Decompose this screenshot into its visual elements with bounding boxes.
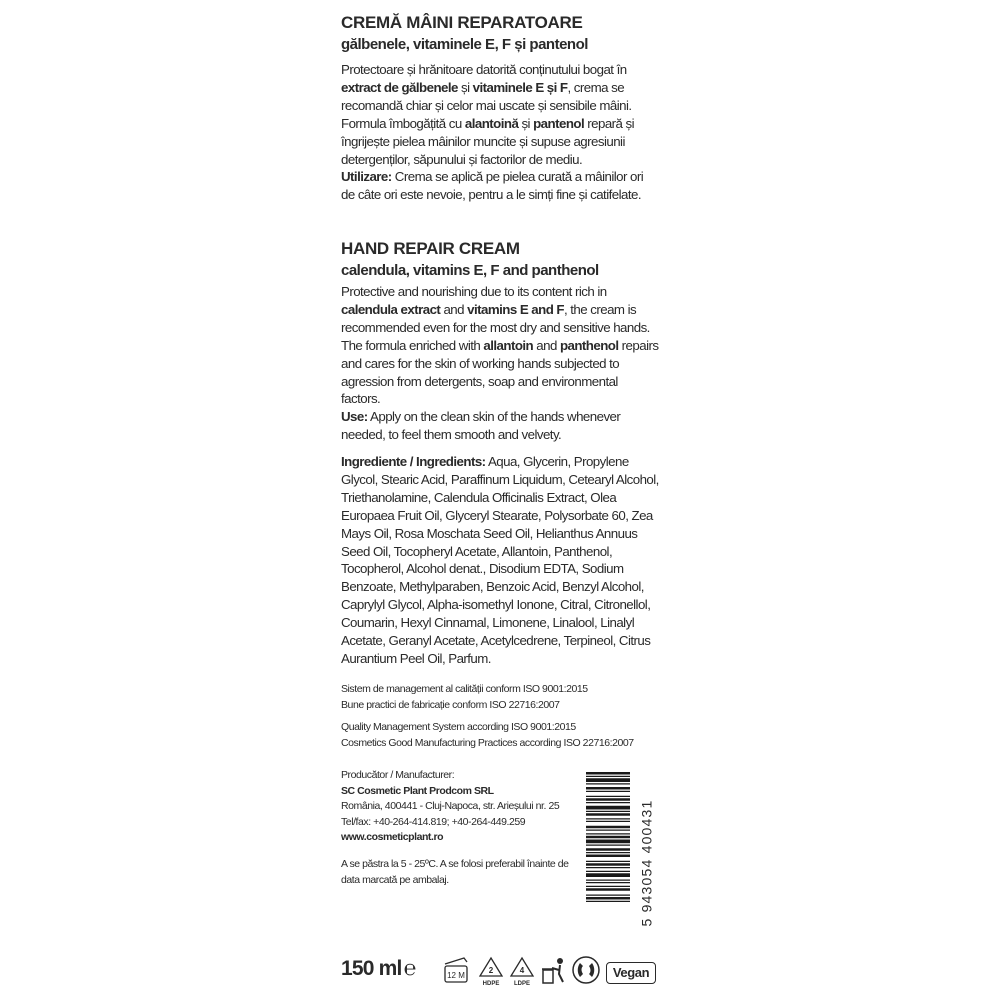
manufacturer-label: Producător / Manufacturer: [341, 769, 455, 781]
description-ro: Protectoare și hrănitoare datorită conținutului bogat în extract de gălbenele și vitaminele E și F, crema se recomandă chiar și celor mai uscate și sensibile mâini. Formula îmbogățită cu alantoină și pantenol repară și îngrijește pielea mâinilor muncite și supuse agresiunii detergenților, săpunului și factorilor de mediu. [341, 62, 635, 167]
barcode-bar [586, 836, 630, 839]
pao-jar-icon [441, 955, 471, 985]
cert-en-line2: Cosmetics Good Manufacturing Practices according ISO 22716:2007 [341, 736, 634, 749]
recycle-hdpe-icon [477, 955, 505, 987]
product-subtitle-en: calendula, vitamins E, F and panthenol [341, 262, 599, 279]
vegan-badge: Vegan [606, 962, 656, 984]
ingredients-list: Ingrediente / Ingredients: Aqua, Glycerin, Propylene Glycol, Stearic Acid, Paraffinum Liquidum, Cetearyl Alcohol, Triethanolamine, Calendula Officinalis Extract, Olea Europaea Fruit Oil, Glyceryl Stearate, Polysorbate 60, Zea Mays Oil, Rosa Moschata Seed Oil, Helianthus Annuus Seed Oil, Tocopheryl Acetate, Allantoin, Panthenol, Tocopherol, Alcohol denat., Disodium EDTA, Sodium Benzoate, Methylparaben, Benzoic Acid, Benzyl Alcohol, Caprylyl Glycol, Alpha-isomethyl Ionone, Citral, Citronellol, Coumarin, Hexyl Cinnamal, Limonene, Linalool, Linalyl Acetate, Geranyl Acetate, Acetylcedrene, Terpineol, Citrus Aurantium Peel Oil, Parfum. [341, 454, 659, 666]
barcode-bar [586, 882, 630, 883]
manufacturer-phone: Tel/fax: +40-264-414.819; +40-264-449.259 [341, 815, 526, 828]
barcode-bar [586, 778, 630, 782]
description-en: Protective and nourishing due to its content rich in calendula extract and vitamins E and F, the cream is recommended even for the most dry and sensitive hands. The formula enriched with allantoin and panthenol repairs and cares for the skin of working hands subjected to agression from detergents, soap and environmental factors. [341, 284, 659, 407]
barcode-bar [586, 830, 630, 831]
barcode-bar [586, 798, 630, 801]
recycle-ldpe-icon [508, 955, 536, 987]
barcode-bar [586, 895, 630, 896]
barcode-bar [586, 863, 630, 866]
barcode-bar [586, 897, 630, 900]
barcode-bar [586, 867, 630, 868]
green-dot-icon [571, 955, 601, 985]
barcode-bar [586, 886, 630, 887]
barcode-bar [586, 776, 630, 777]
barcode [586, 772, 630, 952]
romanian-section [341, 12, 659, 204]
svg-text:2: 2 [488, 966, 494, 975]
barcode-bar [586, 833, 630, 834]
barcode-bar [586, 783, 630, 784]
cert-en-line1: Quality Management System according ISO 9001:2015 [341, 721, 576, 734]
barcode-bar [586, 826, 630, 829]
manufacturer-name: SC Cosmetic Plant Prodcom SRL [341, 784, 494, 797]
barcode-bar [586, 873, 630, 877]
barcode-bar [586, 901, 630, 902]
barcode-bar [586, 880, 630, 881]
product-title-en: HAND REPAIR CREAM [341, 239, 520, 258]
certifications [341, 682, 659, 751]
svg-text:LDPE: LDPE [513, 981, 531, 987]
svg-text:12 M: 12 M [447, 971, 465, 980]
barcode-bar [586, 772, 630, 775]
barcode-bar [586, 855, 630, 858]
svg-text:4: 4 [519, 966, 525, 975]
product-title-ro: CREMĂ MÂINI REPARATOARE [341, 13, 583, 32]
storage-text: A se păstra la 5 - 25ºC. A se folosi preferabil înainte de data marcată pe ambalaj. [341, 858, 569, 886]
manufacturer-website: www.cosmeticplant.ro [341, 831, 444, 844]
barcode-bar [586, 796, 630, 797]
svg-text:HDPE: HDPE [482, 981, 500, 987]
barcode-bar [586, 818, 630, 819]
barcode-bar [586, 848, 630, 851]
cert-ro-line2: Bune practici de fabricație conform ISO 22716:2007 [341, 698, 560, 711]
barcode-bar [586, 852, 630, 853]
barcode-number [636, 770, 660, 956]
barcode-bar [586, 840, 630, 844]
estimated-sign-icon: ℮ [403, 957, 416, 980]
manufacturer-address: România, 400441 - Cluj-Napoca, str. Arieșului nr. 25 [341, 800, 560, 813]
product-subtitle-ro: gălbenele, vitaminele E, F și pantenol [341, 36, 588, 53]
barcode-bar [586, 802, 630, 803]
barcode-bar [586, 787, 630, 790]
barcode-bar [586, 806, 630, 810]
barcode-bar [586, 811, 630, 812]
barcode-bar [586, 791, 630, 792]
svg-text:5 943054 400431: 5 943054 400431 [638, 799, 655, 927]
cert-ro-line1: Sistem de management al calității conform ISO 9001:2015 [341, 683, 588, 695]
tidyman-icon [540, 956, 566, 986]
ingredients-section [341, 453, 659, 668]
usage-en: Use: Apply on the clean skin of the hands whenever needed, to feel them smooth and velvety. [341, 409, 621, 443]
barcode-bar [586, 861, 630, 862]
barcode-bar [586, 813, 630, 816]
storage-info [341, 857, 586, 888]
english-section [341, 238, 659, 444]
usage-ro: Utilizare: Crema se aplică pe pielea curată a mâinilor ori de câte ori este nevoie, pentru a le simți fine și catifelate. [341, 169, 644, 203]
manufacturer-info [341, 768, 586, 846]
barcode-bar [586, 871, 630, 872]
bottom-symbol-bar [341, 955, 661, 989]
barcode-bar [586, 888, 630, 891]
volume-label: 150 ml℮ [341, 957, 416, 980]
barcode-bar [586, 821, 630, 822]
barcode-bar [586, 845, 630, 846]
